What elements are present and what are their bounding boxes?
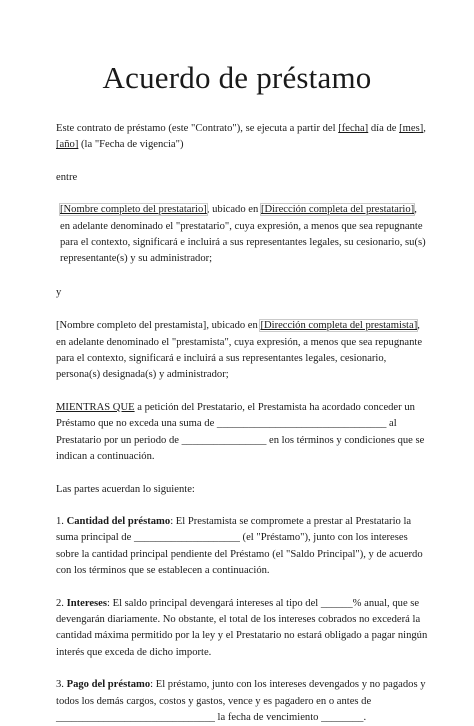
placeholder-direccion-prestatario: [Dirección completa del prestatario] <box>260 204 415 216</box>
clausula-2-text: : El saldo principal devengará intereses al tipo del ______% anual, que se devengarán diariamente. No obstante, el total de los intereses cobrados no excederá la cantidad máxima permitido por la ley y el Prestatario no estará obligado a pagar ningún interés que exceda de dicho importe. <box>56 597 428 658</box>
clausula-1-text: : El Prestamista se compromete a prestar al Prestatario la suma principal de ____________________ (el "Préstamo"), junto con los intereses sobre la cantidad principal pendiente del Préstamo (el "Saldo Principal"), y de acuerdo con los términos que se establecen a continuación. <box>56 515 423 577</box>
placeholder-fecha: [fecha] <box>338 123 369 134</box>
placeholder-nombre-prestatario: [Nombre completo del prestatario] <box>60 204 207 216</box>
prestatario-paragraph <box>56 202 428 268</box>
intro-text-3: , <box>423 123 426 134</box>
document-body <box>56 121 428 726</box>
clausula-3 <box>56 677 428 726</box>
placeholder-direccion-prestamista: [Dirección completa del prestamista] <box>260 320 418 332</box>
prestatario-text-2: , en adelante denominado el "prestatario", cuya expresión, a menos que sea repugnante para el contexto, significará e incluirá a sus representantes legales, su cesionario, su(s) representante(s) y su administrador; <box>60 204 426 265</box>
document-title: Acuerdo de préstamo <box>102 60 372 95</box>
clausula-1-num: 1. <box>56 515 67 527</box>
intro-text-4: (la "Fecha de vigencia") <box>78 139 184 151</box>
entre-label: entre <box>56 171 78 183</box>
prestatario-text-1: , ubicado en <box>206 204 261 216</box>
clausula-1-title: Cantidad del préstamo <box>66 515 171 527</box>
prestamista-text-0: [Nombre completo del prestamista], ubicado en <box>56 320 261 332</box>
prestamista-text-1: , en adelante denominado el "prestamista", cuya expresión, a menos que sea repugnante para el contexto, significará e incluirá a sus representantes legales, cesionario, persona(s) designada(s) y administrador; <box>56 320 423 381</box>
placeholder-anio: [año] <box>56 139 79 151</box>
intro-text-1: Este contrato de préstamo (este "Contrato"), se ejecuta a partir del <box>56 123 339 134</box>
mientras-paragraph <box>56 400 428 466</box>
placeholder-mes: [mes] <box>399 123 424 134</box>
clausula-3-num: 3. <box>56 679 67 691</box>
mientras-text: a petición del Prestatario, el Prestamista ha acordado conceder un Préstamo que no exceda una suma de ________________________________ al Prestatario por un periodo de ________________ en los términos y condiciones que se indican a continuación. <box>56 401 425 463</box>
clausula-3-text: : El préstamo, junto con los intereses devengados y no pagados y todos los demás cargos, costos y gastos, vence y es pagadero en o antes de ______________________________ la fecha de vencimiento ________. <box>56 679 426 723</box>
clausula-3-title: Pago del préstamo <box>66 679 151 691</box>
acuerdan-heading: Las partes acuerdan lo siguiente: <box>56 483 195 495</box>
clausula-2-num: 2. <box>56 597 67 609</box>
y-label: y <box>56 286 62 298</box>
mientras-que-label: MIENTRAS QUE <box>56 401 135 413</box>
clausula-2-title: Intereses <box>66 597 107 609</box>
clausula-2 <box>56 596 428 662</box>
intro-text-2: día de <box>368 123 400 134</box>
intro-paragraph <box>56 121 428 154</box>
clausula-1 <box>56 514 428 580</box>
prestamista-paragraph <box>56 318 428 384</box>
